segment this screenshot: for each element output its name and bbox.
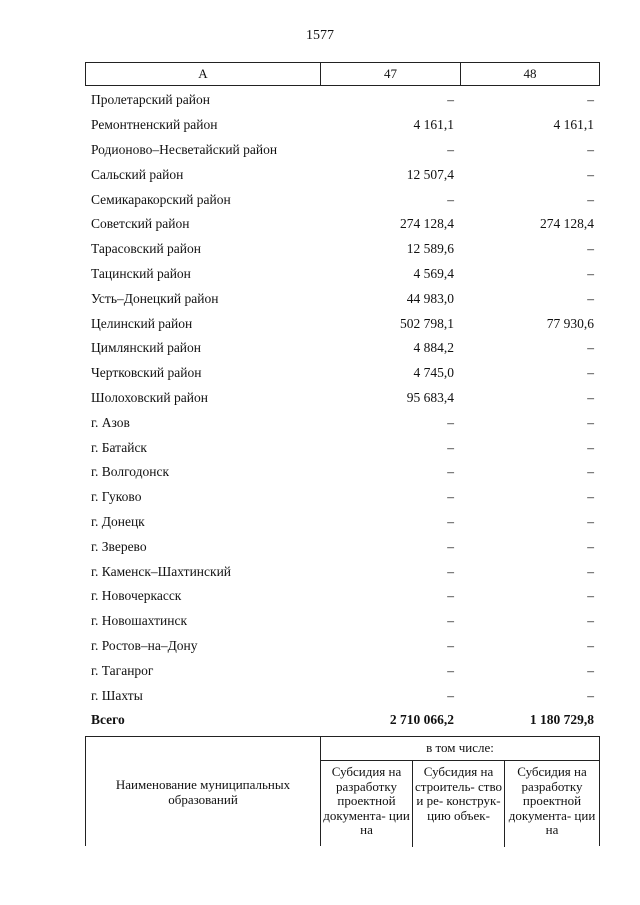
value-col-47: 12 589,6 [406, 241, 454, 257]
row-name: г. Новошахтинск [91, 613, 187, 629]
value-col-48: – [587, 687, 594, 703]
row-name: г. Гуково [91, 489, 142, 505]
row-name: Тацинский район [91, 265, 191, 281]
value-col-47: – [447, 191, 454, 207]
table-row [85, 410, 600, 435]
value-col-47: – [447, 687, 454, 703]
value-col-48: – [587, 414, 594, 430]
municipality-name-header: Наименование муниципальных образований [86, 737, 321, 846]
value-col-47: – [447, 563, 454, 579]
value-col-48: – [587, 340, 594, 356]
row-name: Советский район [91, 216, 190, 232]
table-row [85, 88, 600, 113]
value-col-47: 502 798,1 [400, 315, 454, 331]
value-col-47: 274 128,4 [400, 216, 454, 232]
header-col-a: А [86, 63, 321, 85]
value-col-47: 12 507,4 [406, 166, 454, 182]
value-col-48: – [587, 538, 594, 554]
table-row [85, 212, 600, 237]
table-row [85, 658, 600, 683]
row-name: г. Донецк [91, 513, 145, 529]
value-col-47: – [447, 588, 454, 604]
table-row [85, 286, 600, 311]
value-col-48: – [587, 613, 594, 629]
table-body [85, 88, 600, 733]
table-row [85, 311, 600, 336]
value-col-48: – [587, 662, 594, 678]
value-col-48: – [587, 588, 594, 604]
value-col-48: – [587, 464, 594, 480]
value-col-47: – [447, 414, 454, 430]
row-name: Ремонтненский район [91, 117, 218, 133]
value-col-47: – [447, 141, 454, 157]
value-col-47: – [447, 489, 454, 505]
value-col-47: – [447, 439, 454, 455]
row-name: г. Новочеркасск [91, 588, 182, 604]
table-row [85, 510, 600, 535]
value-col-47: 4 161,1 [413, 117, 454, 133]
value-col-48: – [587, 439, 594, 455]
table-row [85, 485, 600, 510]
total-row [85, 708, 600, 733]
value-col-48: – [587, 141, 594, 157]
row-name: Родионово–Несветайский район [91, 141, 278, 157]
value-col-48: – [587, 265, 594, 281]
row-name: Чертковский район [91, 365, 202, 381]
table-row [85, 683, 600, 708]
table-row [85, 634, 600, 659]
value-col-47: 4 745,0 [413, 365, 454, 381]
row-name: Шолоховский район [91, 389, 208, 405]
table-row [85, 237, 600, 262]
row-name: г. Зверево [91, 538, 147, 554]
row-name: Усть–Донецкий район [91, 290, 219, 306]
value-col-48: 4 161,1 [553, 117, 594, 133]
table-row [85, 187, 600, 212]
table-row [85, 559, 600, 584]
value-col-48: 1 180 729,8 [529, 712, 594, 728]
row-name: Цимлянский район [91, 340, 202, 356]
row-name: г. Азов [91, 414, 130, 430]
row-name: г. Шахты [91, 687, 143, 703]
row-name: г. Ростов–на–Дону [91, 637, 198, 653]
value-col-47: – [447, 513, 454, 529]
value-col-47: – [447, 637, 454, 653]
header-col-47: 47 [321, 63, 461, 85]
value-col-48: – [587, 389, 594, 405]
table-row [85, 138, 600, 163]
table-header [85, 62, 600, 86]
value-col-48: – [587, 191, 594, 207]
row-name: г. Волгодонск [91, 464, 170, 480]
bottom-table-header [85, 736, 600, 846]
value-col-48: – [587, 365, 594, 381]
value-col-48: – [587, 513, 594, 529]
row-name: Тарасовский район [91, 241, 201, 257]
value-col-47: – [447, 538, 454, 554]
table-row [85, 262, 600, 287]
value-col-48: – [587, 489, 594, 505]
row-name: Сальский район [91, 166, 184, 182]
table-row [85, 386, 600, 411]
row-name: Семикаракорский район [91, 191, 231, 207]
row-name: г. Каменск–Шахтинский [91, 563, 232, 579]
table-row [85, 609, 600, 634]
table-row [85, 336, 600, 361]
value-col-47: 44 983,0 [406, 290, 454, 306]
value-col-48: – [587, 563, 594, 579]
value-col-48: – [587, 290, 594, 306]
value-col-47: – [447, 92, 454, 108]
row-name: Всего [91, 712, 125, 728]
subsidy-construction-header: Субсидия на строитель- ство и ре- конструк- цию объек- [413, 761, 505, 847]
value-col-47: 2 710 066,2 [389, 712, 454, 728]
page-number: 1577 [306, 28, 334, 43]
value-col-47: 95 683,4 [406, 389, 454, 405]
row-name: Пролетарский район [91, 92, 210, 108]
value-col-47: – [447, 613, 454, 629]
value-col-48: – [587, 637, 594, 653]
subsidy-design-header-2: Субсидия на разработку проектной документа- ции на [508, 764, 596, 837]
row-name: г. Таганрог [91, 662, 154, 678]
value-col-48: – [587, 92, 594, 108]
table-row [85, 460, 600, 485]
table-row [85, 162, 600, 187]
row-name: г. Батайск [91, 439, 147, 455]
value-col-47: – [447, 464, 454, 480]
table-row [85, 534, 600, 559]
value-col-47: 4 884,2 [413, 340, 454, 356]
header-col-48: 48 [523, 66, 537, 81]
table-row [85, 584, 600, 609]
value-col-48: 77 930,6 [546, 315, 594, 331]
value-col-47: – [447, 662, 454, 678]
subsidy-design-header-1: Субсидия на разработку проектной документа- ции на [321, 761, 413, 847]
table-row [85, 361, 600, 386]
value-col-48: 274 128,4 [540, 216, 594, 232]
table-row [85, 113, 600, 138]
value-col-48: – [587, 241, 594, 257]
including-header: в том числе: [321, 737, 599, 761]
row-name: Целинский район [91, 315, 193, 331]
table-row [85, 435, 600, 460]
value-col-48: – [587, 166, 594, 182]
value-col-47: 4 569,4 [413, 265, 454, 281]
